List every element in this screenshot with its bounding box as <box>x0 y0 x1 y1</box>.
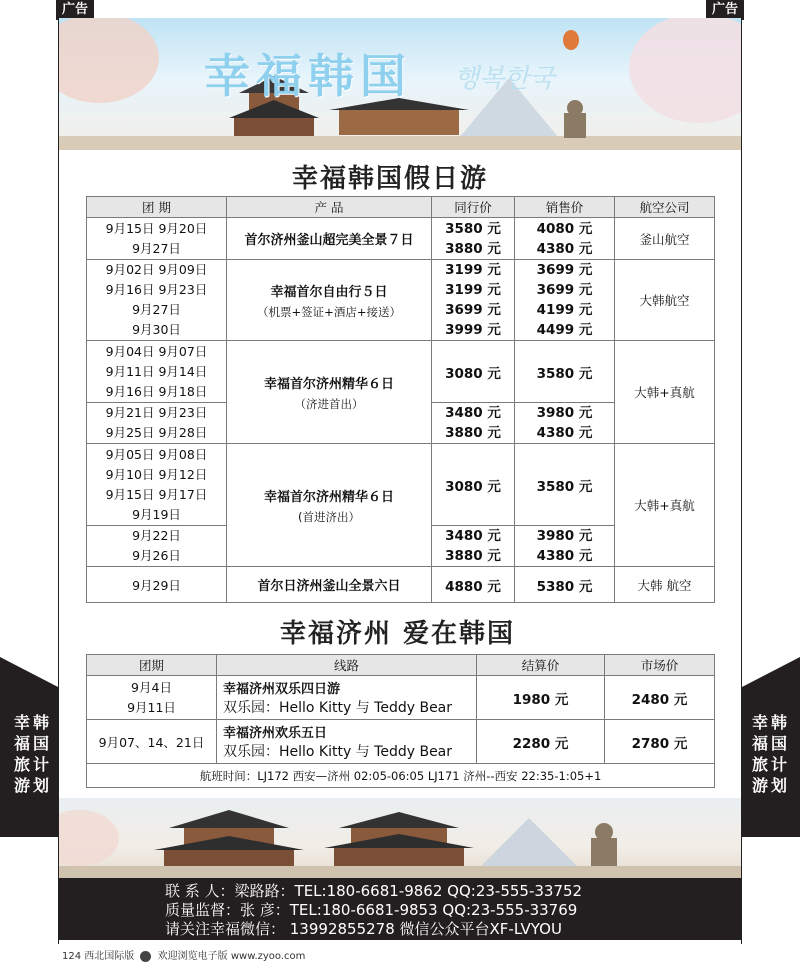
product-cell: 幸福首尔济州精华６日 (首进济出） <box>227 444 432 567</box>
table-row <box>87 218 715 260</box>
peer-price-cell: 4880 元 <box>432 567 515 603</box>
dates-cell: 9月15日 9月20日 9月27日 <box>87 218 227 260</box>
market-price-cell: 2780 元 <box>605 720 715 764</box>
contact-line-2: 质量监督：张 彦：TEL:180-6681-9853 QQ:23-555-33769 <box>165 901 578 919</box>
edition-label: 西北国际版 <box>84 951 135 962</box>
header-sale-price: 销售价 <box>515 197 615 218</box>
dates-cell: 9月29日 <box>87 567 227 603</box>
airline-cell: 大韩航空 <box>615 260 715 341</box>
sale-price-cell: 4080 元 4380 元 <box>515 218 615 260</box>
holiday-tour-table <box>86 196 715 603</box>
banner-title: 幸福韩国 <box>204 49 412 103</box>
peer-price-cell: 3080 元 <box>432 444 515 526</box>
dates-cell: 9月22日 9月26日 <box>87 526 227 567</box>
dates-cell: 9月04日 9月07日 9月11日 9月14日 9月16日 9月18日 <box>87 341 227 403</box>
table-row <box>87 260 715 341</box>
left-side-text-col1: 幸福旅游 <box>14 713 32 795</box>
product-cell: 幸福首尔济州精华６日 （济进首出） <box>227 341 432 444</box>
ad-tag-left: 广告 <box>56 0 94 20</box>
header-dates: 团期 <box>87 655 217 676</box>
right-side-text-col2: 韩国计划 <box>771 713 789 795</box>
sale-price-cell: 3699 元 3699 元 4199 元 4499 元 <box>515 260 615 341</box>
dates-cell: 9月21日 9月23日 9月25日 9月28日 <box>87 403 227 444</box>
top-banner <box>59 18 741 150</box>
sale-price-cell: 3580 元 <box>515 341 615 403</box>
table-row <box>87 676 715 720</box>
peer-price-cell: 3580 元 3880 元 <box>432 218 515 260</box>
sale-price-cell: 3580 元 <box>515 444 615 526</box>
bottom-palace-band <box>59 798 741 878</box>
header-route: 线路 <box>217 655 477 676</box>
market-price-cell: 2480 元 <box>605 676 715 720</box>
airline-cell: 大韩 航空 <box>615 567 715 603</box>
peer-price-cell: 3199 元 3199 元 3699 元 3999 元 <box>432 260 515 341</box>
dates-cell: 9月02日 9月09日 9月16日 9月23日 9月27日 9月30日 <box>87 260 227 341</box>
ad-tag-right: 广告 <box>706 0 744 20</box>
section2-title: 幸福济州 爱在韩国 <box>280 619 516 649</box>
airline-cell: 釜山航空 <box>615 218 715 260</box>
sale-price-cell: 3980 元 4380 元 <box>515 403 615 444</box>
welcome-text: 欢迎浏览电子版 <box>157 951 228 962</box>
table-header-row <box>87 197 715 218</box>
section1-title: 幸福韩国假日游 <box>292 164 489 194</box>
settle-price-cell: 1980 元 <box>477 676 605 720</box>
product-cell: 首尔济州釜山超完美全景７日 <box>227 218 432 260</box>
dates-cell: 9月07、14、21日 <box>87 720 217 764</box>
peer-price-cell: 3480 元 3880 元 <box>432 526 515 567</box>
table-row <box>87 764 715 788</box>
dates-cell: 9月05日 9月08日 9月10日 9月12日 9月15日 9月17日 9月19日 <box>87 444 227 526</box>
product-cell: 首尔日济州釜山全景六日 <box>227 567 432 603</box>
header-peer-price: 同行价 <box>432 197 515 218</box>
sale-price-cell: 3980 元 4380 元 <box>515 526 615 567</box>
dates-cell: 9月4日 9月11日 <box>87 676 217 720</box>
right-side-text-col1: 幸福旅游 <box>752 713 770 795</box>
jeju-tour-table <box>86 654 715 788</box>
settle-price-cell: 2280 元 <box>477 720 605 764</box>
site-link[interactable]: www.zyoo.com <box>230 951 306 962</box>
airline-cell: 大韩+真航 <box>615 341 715 444</box>
header-dates: 团 期 <box>87 197 227 218</box>
peer-price-cell: 3480 元 3880 元 <box>432 403 515 444</box>
route-cell: 幸福济州双乐四日游 双乐园：Hello Kitty 与 Teddy Bear <box>217 676 477 720</box>
table-row <box>87 444 715 526</box>
page-footer <box>62 947 305 962</box>
table-header-row <box>87 655 715 676</box>
product-cell: 幸福首尔自由行５日 （机票+签证+酒店+接送） <box>227 260 432 341</box>
table-row <box>87 567 715 603</box>
left-side-text-col2: 韩国计划 <box>33 713 51 795</box>
logo-icon <box>140 951 151 962</box>
banner-script-text: 행복한국 <box>454 64 555 94</box>
airline-cell: 大韩+真航 <box>615 444 715 567</box>
header-airline: 航空公司 <box>615 197 715 218</box>
table-row <box>87 341 715 403</box>
header-market-price: 市场价 <box>605 655 715 676</box>
bottom-palace-illustration <box>59 798 741 878</box>
sale-price-cell: 5380 元 <box>515 567 615 603</box>
route-cell: 幸福济州欢乐五日 双乐园：Hello Kitty 与 Teddy Bear <box>217 720 477 764</box>
contact-band <box>59 878 741 940</box>
header-settle-price: 结算价 <box>477 655 605 676</box>
flight-info-cell: 航班时间：LJ172 西安—济州 02:05-06:05 LJ171 济州--西安 22:35-1:05+1 <box>87 764 715 788</box>
page-number: 124 <box>62 951 82 962</box>
peer-price-cell: 3080 元 <box>432 341 515 403</box>
table-row <box>87 720 715 764</box>
contact-line-3: 请关注幸福微信： 13992855278 微信公众平台XF-LVYOU <box>165 920 562 938</box>
contact-line-1: 联 系 人：梁路路：TEL:180-6681-9862 QQ:23-555-33752 <box>165 882 583 900</box>
header-product: 产 品 <box>227 197 432 218</box>
